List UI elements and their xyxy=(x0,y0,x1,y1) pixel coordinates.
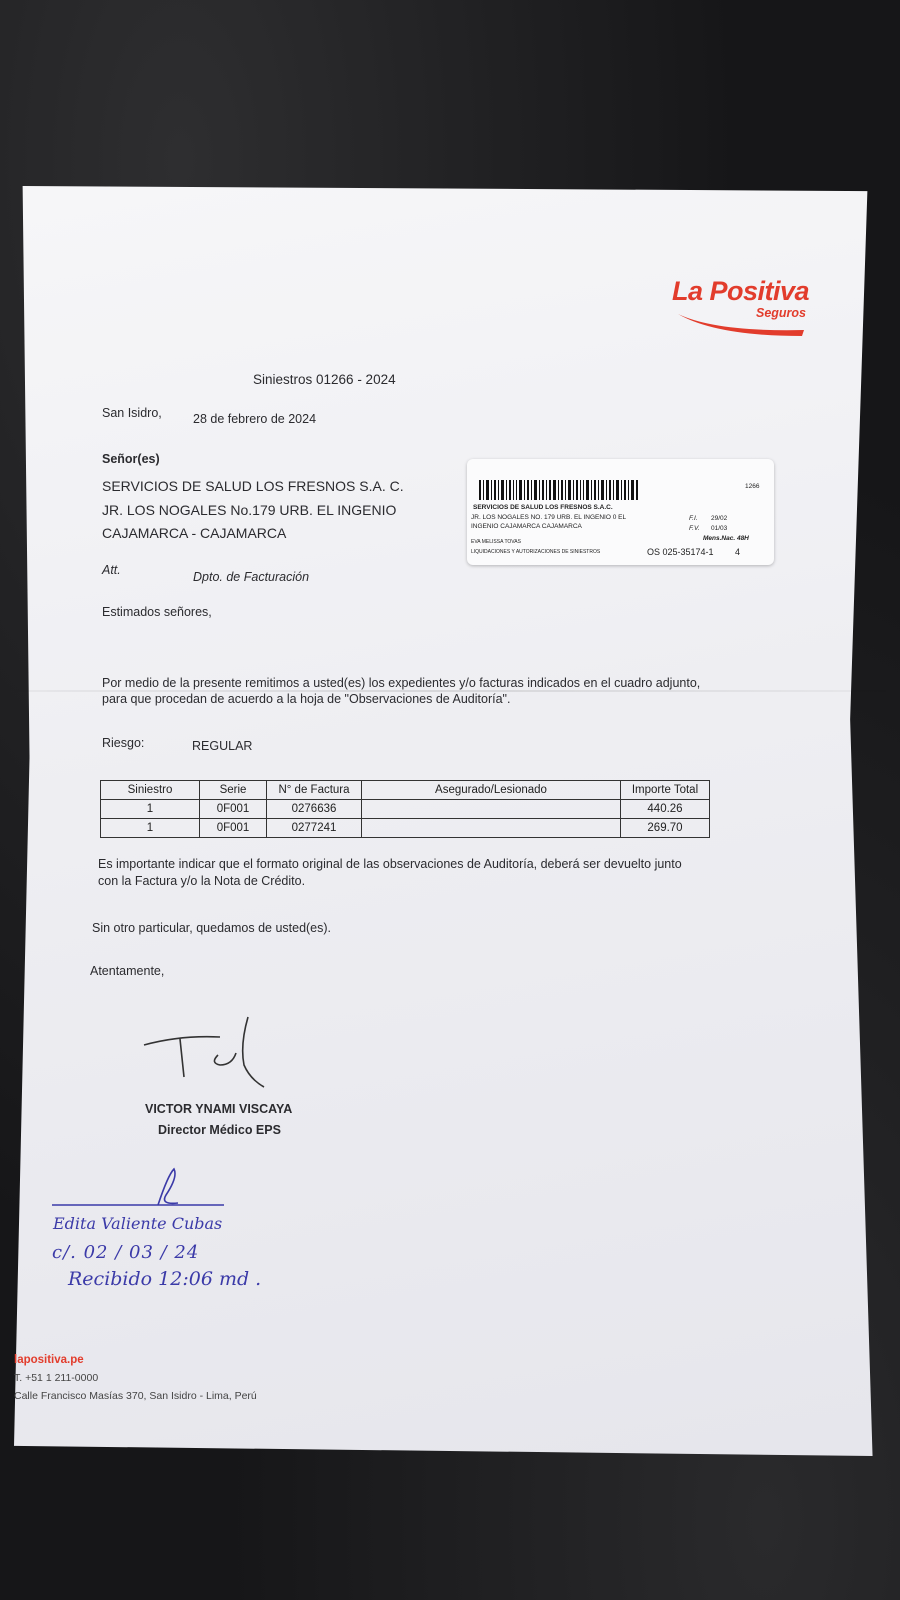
sticker-name: EVA MELISSA TOVAS xyxy=(471,539,521,545)
paragraph-2-line-1: Es importante indicar que el formato original de las observaciones de Auditoría, deberá ser devuelto junto xyxy=(98,857,682,871)
sticker-fi-value: 29/02 xyxy=(711,515,728,522)
header-importe: Importe Total xyxy=(621,781,710,800)
cell-importe: 269.70 xyxy=(621,819,710,838)
header-asegurado: Asegurado/Lesionado xyxy=(362,781,621,800)
sticker-dept: LIQUIDACIONES Y AUTORIZACIONES DE SINIESTROS xyxy=(471,549,601,555)
signer-name: VICTOR YNAMI VISCAYA xyxy=(145,1102,293,1116)
claim-reference: Siniestros 01266 - 2024 xyxy=(253,372,396,387)
sticker-line-1: SERVICIOS DE SALUD LOS FRESNOS S.A.C. xyxy=(473,504,613,511)
header-serie: Serie xyxy=(200,781,267,800)
barcode-icon xyxy=(479,480,639,500)
closing-line: Sin otro particular, quedamos de usted(es). xyxy=(92,921,332,935)
place: San Isidro, xyxy=(102,406,162,420)
cell-factura: 0277241 xyxy=(267,819,362,838)
sticker-line-2: JR. LOS NOGALES NO. 179 URB. EL INGENIO 0 EL xyxy=(471,514,627,521)
table-header-row xyxy=(101,781,710,800)
recipient-line-3: CAJAMARCA - CAJAMARCA xyxy=(102,525,287,541)
sticker-line-3: INGENIO CAJAMARCA CAJAMARCA xyxy=(471,523,582,530)
letter-date: 28 de febrero de 2024 xyxy=(193,412,317,426)
signer-title: Director Médico EPS xyxy=(158,1123,281,1137)
cell-siniestro: 1 xyxy=(101,800,200,819)
sticker-mens: Mens.Nac. 48H xyxy=(703,535,749,542)
table-row xyxy=(101,819,710,838)
cell-serie: 0F001 xyxy=(200,819,267,838)
cell-asegurado xyxy=(362,800,621,819)
table-row xyxy=(101,800,710,819)
risk-label: Riesgo: xyxy=(102,736,145,750)
header-siniestro: Siniestro xyxy=(101,781,200,800)
sticker-num: 4 xyxy=(735,547,741,557)
cell-asegurado xyxy=(362,819,621,838)
signature-icon xyxy=(140,1015,280,1095)
sticker-code: 1266 xyxy=(745,483,760,490)
recipient-line-2: JR. LOS NOGALES No.179 URB. EL INGENIO xyxy=(102,502,397,518)
salutation: Señor(es) xyxy=(102,452,160,466)
brand-logo-name: La Positiva xyxy=(672,276,810,306)
handwritten-initial-icon xyxy=(48,1165,228,1215)
handwritten-date: c/. 02 / 03 / 24 xyxy=(52,1242,200,1263)
sticker-fv-label: F.V. xyxy=(689,525,700,532)
cell-factura: 0276636 xyxy=(267,800,362,819)
header-factura: N° de Factura xyxy=(267,781,362,800)
paragraph-1-line-1: Por medio de la presente remitimos a usted(es) los expedientes y/o facturas indicados en el cuadro adjunto, xyxy=(102,676,701,690)
footer-phone: T. +51 1 211-0000 xyxy=(14,1372,99,1384)
risk-value: REGULAR xyxy=(192,739,253,753)
sticker-fi-label: F.I. xyxy=(689,515,698,522)
greeting: Estimados señores, xyxy=(102,605,212,619)
sticker-os: OS 025-35174-1 xyxy=(647,547,714,557)
cell-importe: 440.26 xyxy=(621,800,710,819)
claims-table xyxy=(100,780,710,838)
regards: Atentamente, xyxy=(90,964,165,978)
attention-label: Att. xyxy=(102,563,121,577)
handwritten-name: Edita Valiente Cubas xyxy=(53,1214,223,1233)
paragraph-1-line-2: para que procedan de acuerdo a la hoja de "Observaciones de Auditoría". xyxy=(102,692,511,706)
recipient-line-1: SERVICIOS DE SALUD LOS FRESNOS S.A. C. xyxy=(102,478,404,494)
cell-siniestro: 1 xyxy=(101,819,200,838)
handwritten-received: Recibido 12:06 md . xyxy=(68,1268,262,1290)
cell-serie: 0F001 xyxy=(200,800,267,819)
footer-site: lapositiva.pe xyxy=(14,1354,84,1366)
sticker-fv-value: 01/03 xyxy=(711,525,728,532)
routing-sticker xyxy=(467,459,774,565)
footer-address: Calle Francisco Masías 370, San Isidro - Lima, Perú xyxy=(14,1390,257,1402)
paragraph-2-line-2: con la Factura y/o la Nota de Crédito. xyxy=(98,874,306,888)
attention-value: Dpto. de Facturación xyxy=(193,570,310,584)
brand-logo-sub: Seguros xyxy=(756,306,807,320)
